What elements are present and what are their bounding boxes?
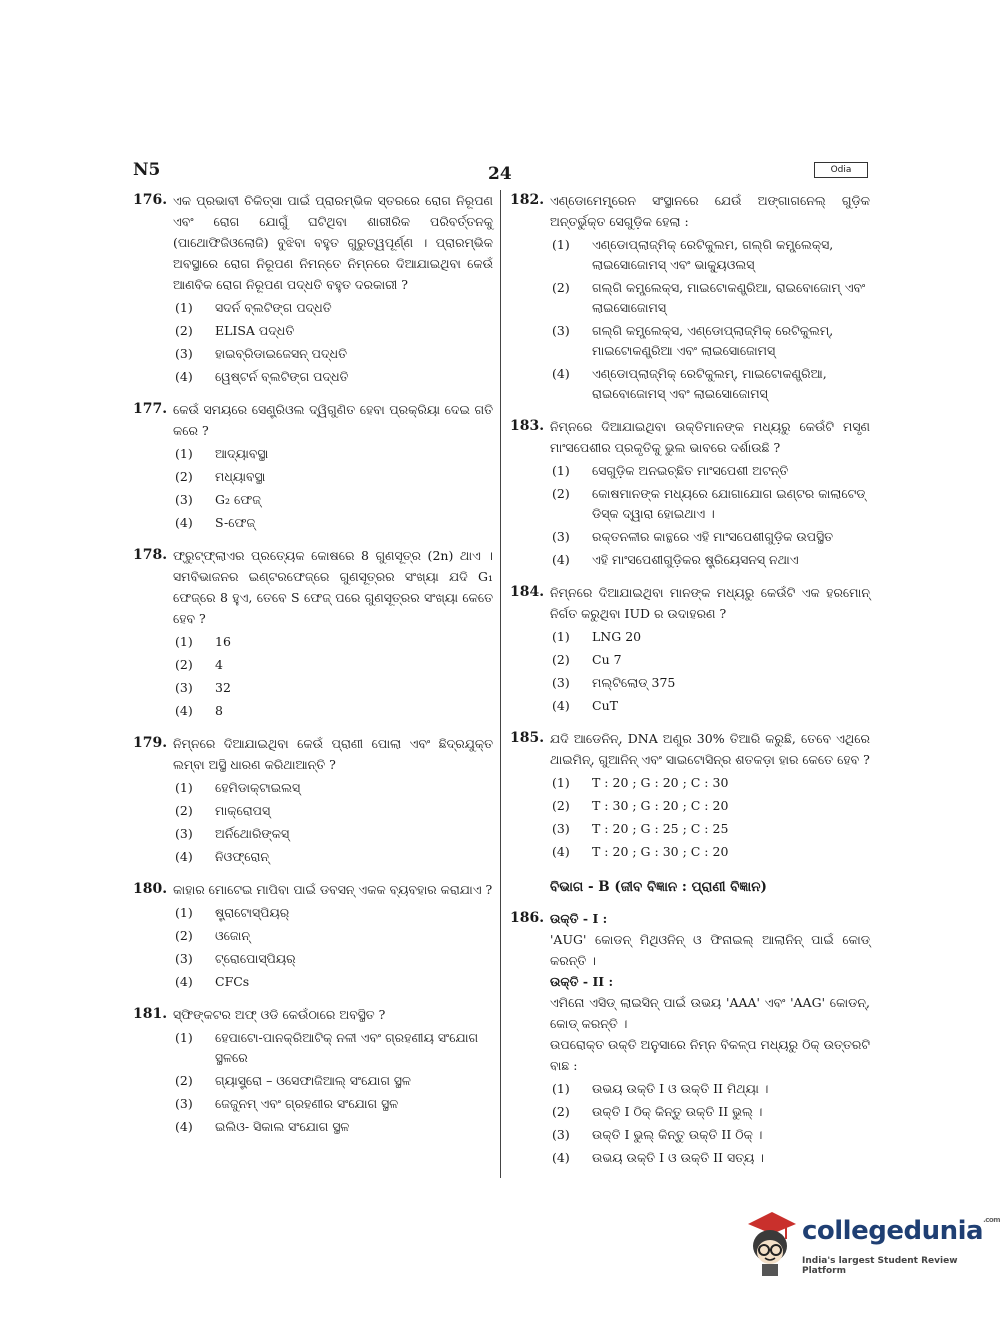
answer-option <box>173 949 493 969</box>
option-text: ମାକ୍ରୋପସ୍ <box>215 803 271 818</box>
question-text: ନିମ୍ନରେ ଦିଆଯାଇଥିବା କେଉଁ ପ୍ରାଣୀ ପୋଲା ଏବଂ ଛିଦ୍ରଯୁକ୍ତ ଲମ୍ବା ଅସ୍ଥି ଧାରଣ କରିଥାଆନ୍ତି ? <box>173 736 493 772</box>
option-number: (2) <box>175 803 193 818</box>
question-text: ଏଣ୍ଡୋମେମ୍ବ୍ରେନ ସଂସ୍ଥାନରେ ଯେଉଁ ଅଙ୍ଗାଗନେଲ୍ ଗୁଡ଼ିକ ଅନ୍ତର୍ଭୁକ୍ତ ସେଗୁଡ଼ିକ ହେଲା : <box>550 193 870 229</box>
question-text: ନିମ୍ନରେ ଦିଆଯାଇଥିବା ମାନଙ୍କ ମଧ୍ୟରୁ କେଉଁଟି ଏକ ହରମୋନ୍ ନିର୍ଗତ କରୁଥିବା IUD ର ଉଦାହରଣ ? <box>550 585 870 621</box>
question-text: ଏକ ପ୍ରଭାବୀ ଚିକିତ୍ସା ପାଇଁ ପ୍ରାରମ୍ଭିକ ସ୍ତରରେ ରୋଗ ନିରୂପଣ ଏବଂ ରୋଗ ଯୋଗୁଁ ଘଟିଥିବା ଶାରୀରିକ ପରିବର୍ତ୍ତନକୁ (ପାଥୋଫିଜିଓଲୋଜି) ବୁଝିବା ବହୁତ ଗୁରୁତ୍ୱପୂର୍ଣ୍ଣ । ପ୍ରାରମ୍ଭିକ ଅବସ୍ଥାରେ ରୋଗ ନିରୂପଣ ନିମନ୍ତେ ନିମ୍ନରେ ଦିଆଯାଇଥିବା କେଉଁ ଆଣବିକ ରୋଗ ନିରୂପଣ ପଦ୍ଧତି ବହୁତ ଦରକାରୀ ? <box>173 193 493 292</box>
answer-option <box>550 484 870 524</box>
answer-option <box>550 796 870 816</box>
option-number: (1) <box>175 780 193 795</box>
option-number: (2) <box>175 469 193 484</box>
option-list <box>173 903 493 992</box>
statement-2-text: ଏମିନୋ ଏସିଡ୍ ଲାଇସିନ୍ ପାଇଁ ଉଭୟ 'AAA' ଏବଂ 'AAG' କୋଡନ୍, କୋଡ୍ କରନ୍ତି । <box>550 995 870 1031</box>
answer-option <box>550 819 870 839</box>
option-text: ଟ୍ରୋପୋସ୍ପିୟର୍ <box>215 951 296 966</box>
option-number: (4) <box>175 1119 193 1134</box>
answer-option <box>173 444 493 464</box>
option-text: ଏଣ୍ଡୋପ୍ଲାଜ୍‌ମିକ୍ ରେଟିକୁଲମ, ଗଲ୍‌ଗି କମ୍ପ୍ଲେକ୍ସ, ଲାଇସୋଜୋମସ୍ ଏବଂ ଭାକ୍ୟୁଓଲସ୍ <box>592 237 834 272</box>
option-text: CuT <box>592 698 618 713</box>
option-text: ଓଜୋନ୍ <box>215 928 250 943</box>
question-181 <box>133 1004 493 1137</box>
answer-option <box>173 778 493 798</box>
question-number: 180. <box>133 881 168 897</box>
option-number: (1) <box>175 634 193 649</box>
option-text: ହାଇବ୍ରିଡାଇଜେସନ୍ ପଦ୍ଧତି <box>215 346 348 361</box>
answer-option <box>173 972 493 992</box>
answer-option <box>173 801 493 821</box>
option-number: (4) <box>552 1150 570 1165</box>
option-number: (3) <box>175 346 193 361</box>
option-list <box>550 773 870 862</box>
option-text: ଉଭୟ ଉକ୍ତି I ଓ ଉକ୍ତି II ସତ୍ୟ । <box>592 1150 764 1165</box>
question-number: 176. <box>133 192 168 208</box>
option-text: ଆଦ୍ୟାବସ୍ଥା <box>215 446 269 461</box>
option-text: ନିଓଫ୍ରୋନ୍ <box>215 849 270 864</box>
option-text: 16 <box>215 634 231 649</box>
option-text: କୋଷମାନଙ୍କ ମଧ୍ୟରେ ଯୋଗାଯୋଗ ଇଣ୍ଟର କାଲାଟେଡ୍ ଡିସ୍କ ଦ୍ୱାରା ହୋଇଥାଏ । <box>592 486 866 521</box>
answer-option <box>550 461 870 481</box>
answer-option <box>173 1028 493 1068</box>
option-list <box>173 298 493 387</box>
option-number: (4) <box>175 703 193 718</box>
option-number: (3) <box>552 675 570 690</box>
answer-option <box>173 513 493 533</box>
right-question-list <box>510 190 870 862</box>
option-number: (2) <box>552 486 570 501</box>
option-text: ରକ୍ତନଳୀର କାନ୍ଥରେ ଏହି ମାଂସପେଶୀଗୁଡ଼ିକ ଉପସ୍ଥିତ <box>592 529 834 544</box>
section-b-heading: ବିଭାଗ - B (ଜୀବ ବିଜ୍ଞାନ : ପ୍ରାଣୀ ବିଜ୍ଞାନ) <box>550 879 767 895</box>
option-list <box>173 778 493 867</box>
option-number: (1) <box>552 1081 570 1096</box>
answer-option <box>550 650 870 670</box>
answer-option <box>173 321 493 341</box>
question-number: 177. <box>133 401 168 417</box>
question-178 <box>133 545 493 721</box>
question-number: 186. <box>510 910 545 926</box>
right-column <box>510 190 870 1180</box>
option-text: ELISA ପଦ୍ଧତି <box>215 323 295 338</box>
page-number: 24 <box>488 164 512 184</box>
question-text: ଯଦି ଆଡେନିନ୍, DNA ଅଣୁର 30% ତିଆରି କରୁଛି, ତେବେ ଏଥିରେ ଥାଇମିନ୍, ଗୁଆନିନ୍ ଏବଂ ସାଇଟୋସିନ୍‌ର ଶତକଡ଼ା ହାର କେତେ ହେବ ? <box>550 731 870 767</box>
answer-option <box>173 1117 493 1137</box>
option-number: (4) <box>552 844 570 859</box>
option-text: ଉକ୍ତି I ଭୁଲ୍ କିନ୍ତୁ ଉକ୍ତି II ଠିକ୍ । <box>592 1127 763 1142</box>
option-text: ଉକ୍ତି I ଠିକ୍ କିନ୍ତୁ ଉକ୍ତି II ଭୁଲ୍ । <box>592 1104 763 1119</box>
option-text: T : 20 ; G : 20 ; C : 30 <box>592 775 729 790</box>
option-number: (3) <box>175 951 193 966</box>
answer-option <box>173 678 493 698</box>
option-number: (1) <box>552 775 570 790</box>
option-text: 32 <box>215 680 231 695</box>
option-text: T : 30 ; G : 20 ; C : 20 <box>592 798 729 813</box>
answer-option <box>550 842 870 862</box>
option-number: (2) <box>552 280 570 295</box>
option-number: (4) <box>175 849 193 864</box>
option-number: (4) <box>175 369 193 384</box>
language-tag: Odia <box>814 162 868 178</box>
answer-option <box>173 847 493 867</box>
answer-option <box>550 696 870 716</box>
question-185 <box>510 728 870 862</box>
question-text: ଫ୍ରୁଟ୍‌ଫ୍ଲାଏର ପ୍ରତ୍ୟେକ କୋଷରେ 8 ଗୁଣସୂତ୍ର (2n) ଥାଏ । ସମବିଭାଜନର ଇଣ୍ଟରଫେଜ୍‌ରେ ଗୁଣସୂତ୍ରର ସଂଖ୍ୟା ଯଦି G₁ ଫେଜ୍‌ରେ 8 ହୁଏ, ତେବେ S ଫେଜ୍ ପରେ ଗୁଣସୂତ୍ରର ସଂଖ୍ୟା କେତେ ହେବ ? <box>173 548 493 626</box>
option-number: (3) <box>552 323 570 338</box>
option-number: (2) <box>552 798 570 813</box>
question-186 <box>510 908 870 1168</box>
option-text: ମଲ୍ଟିଲୋଡ୍ 375 <box>592 675 676 690</box>
paper-code: N5 <box>133 160 161 180</box>
option-text: ଉଭୟ ଉକ୍ତି I ଓ ଉକ୍ତି II ମିଥ୍ୟା । <box>592 1081 769 1096</box>
question-number: 184. <box>510 584 545 600</box>
option-number: (4) <box>552 698 570 713</box>
option-number: (3) <box>175 492 193 507</box>
option-text: ଜେଜୁନମ୍ ଏବଂ ଗ୍ରହଣୀର ସଂଯୋଗ ସ୍ଥଳ <box>215 1096 399 1111</box>
answer-option <box>173 1071 493 1091</box>
left-column <box>133 190 493 1149</box>
option-number: (2) <box>175 323 193 338</box>
question-instruction: ଉପରୋକ୍ତ ଉକ୍ତି ଅନୁସାରେ ନିମ୍ନ ବିକଳ୍ପ ମଧ୍ୟରୁ ଠିକ୍ ଉତ୍ତରଟି ବାଛ : <box>550 1037 870 1073</box>
option-number: (2) <box>552 1104 570 1119</box>
option-text: ମଧ୍ୟାବସ୍ଥା <box>215 469 266 484</box>
option-number: (1) <box>552 629 570 644</box>
question-text: କେଉଁ ସମୟରେ ସେଣ୍ଟ୍ରିଓଲ ଦ୍ୱିଗୁଣିତ ହେବା ପ୍ରକ୍ରିୟା ଦେଇ ଗତି କରେ ? <box>173 402 493 438</box>
option-number: (2) <box>175 1073 193 1088</box>
question-177 <box>133 399 493 533</box>
option-number: (3) <box>552 529 570 544</box>
option-number: (3) <box>552 821 570 836</box>
question-182 <box>510 190 870 404</box>
statement-2-label: ଉକ୍ତି - II : <box>550 974 614 989</box>
answer-option <box>173 367 493 387</box>
option-number: (1) <box>552 463 570 478</box>
answer-option <box>550 527 870 547</box>
answer-option <box>173 1094 493 1114</box>
option-text: ଏଣ୍ଡୋପ୍ଲାଜ୍‌ମିକ୍ ରେଟିକୁଲମ୍, ମାଇଟୋକଣ୍ଡ୍ରିଆ, ରାଇବୋଜୋମସ୍ ଏବଂ ଲାଇସୋଜୋମସ୍ <box>592 366 827 401</box>
answer-option <box>550 1102 870 1122</box>
question-number: 183. <box>510 418 545 434</box>
option-text: ସଦର୍ନ ବ୍ଲଟିଙ୍ଗ ପଦ୍ଧତି <box>215 300 332 315</box>
option-text: CFCs <box>215 974 250 989</box>
option-text: T : 20 ; G : 30 ; C : 20 <box>592 844 729 859</box>
answer-option <box>173 298 493 318</box>
question-number: 182. <box>510 192 545 208</box>
question-text: ସ୍ଫିଙ୍କଟର ଅଫ୍ ଓଡି କେଉଁଠାରେ ଅବସ୍ଥିତ ? <box>173 1007 386 1022</box>
answer-option <box>550 627 870 647</box>
option-text: ହେପାଟୋ-ପାନକ୍ରିଆଟିକ୍ ନଳୀ ଏବଂ ଗ୍ରହଣୀୟ ସଂଯୋଗ ସ୍ଥଳରେ <box>215 1030 479 1065</box>
option-text: LNG 20 <box>592 629 642 644</box>
question-183 <box>510 416 870 570</box>
option-text: ଇଲିଓ- ସିକାଲ ସଂଯୋଗ ସ୍ଥଳ <box>215 1119 350 1134</box>
option-number: (2) <box>552 652 570 667</box>
option-number: (1) <box>175 300 193 315</box>
question-text: ନିମ୍ନରେ ଦିଆଯାଇଥିବା ଉକ୍ତିମାନଙ୍କ ମଧ୍ୟରୁ କେଉଁଟି ମସୃଣ ମାଂସପେଶୀର ପ୍ରକୃତିକୁ ଭୁଲ ଭାବରେ ଦର୍ଶାଉଛି ? <box>550 419 870 455</box>
answer-option <box>550 1125 870 1145</box>
answer-option <box>173 926 493 946</box>
option-text: 8 <box>215 703 223 718</box>
answer-option <box>550 1079 870 1099</box>
option-text: ଷ୍ଟ୍ରାଟୋସ୍ପିୟର୍ <box>215 905 290 920</box>
option-number: (3) <box>175 1096 193 1111</box>
brand-tagline: India's largest Student Review Platform <box>802 1256 958 1276</box>
question-180 <box>133 879 493 992</box>
option-text: ୱେଷ୍ଟର୍ନ ବ୍ଲଟିଙ୍ଗ ପଦ୍ଧତି <box>215 369 349 384</box>
option-list <box>550 627 870 716</box>
option-text: ଅର୍ନିଥୋରିଙ୍କସ୍ <box>215 826 290 841</box>
answer-option <box>173 344 493 364</box>
question-number: 181. <box>133 1006 168 1022</box>
option-text: G₂ ଫେଜ୍ <box>215 492 261 507</box>
question-text: କାହାର ମୋଟେଇ ମାପିବା ପାଇଁ ଡବସନ୍ ଏକକ ବ୍ୟବହାର କରାଯାଏ ? <box>173 882 493 897</box>
option-text: ଗଲ୍‌ଗି କମ୍ପ୍ଲେକ୍ସ, ମାଇଟୋକଣ୍ଡ୍ରିଆ, ରାଇବୋଜୋମ୍ ଏବଂ ଲାଇସୋଜୋମସ୍ <box>592 280 866 315</box>
question-176 <box>133 190 493 387</box>
answer-option <box>550 321 870 361</box>
option-text: T : 20 ; G : 25 ; C : 25 <box>592 821 729 836</box>
option-number: (4) <box>175 974 193 989</box>
option-text: ସେଗୁଡ଼ିକ ଅନଇଚ୍ଛିତ ମାଂସପେଶୀ ଅଟନ୍ତି <box>592 463 789 478</box>
option-list <box>550 235 870 404</box>
option-list <box>173 1028 493 1137</box>
option-text: 4 <box>215 657 223 672</box>
answer-option <box>173 824 493 844</box>
answer-option <box>550 550 870 570</box>
option-text: ହେମିଡାକ୍ଟାଇଲସ୍ <box>215 780 301 795</box>
answer-option <box>550 1148 870 1168</box>
option-number: (3) <box>552 1127 570 1142</box>
statement-1-text: 'AUG' କୋଡନ୍ ମିଥିଓନିନ୍ ଓ ଫିନାଇଲ୍ ଆଲାନିନ୍ ପାଇଁ କୋଡ୍ କରନ୍ତି । <box>550 932 870 968</box>
option-number: (1) <box>552 237 570 252</box>
statement-1-label: ଉକ୍ତି - I : <box>550 911 608 926</box>
brand-name: collegedunia$^{.com}$ <box>802 1216 1000 1246</box>
answer-option <box>173 701 493 721</box>
answer-option <box>550 235 870 275</box>
question-number: 178. <box>133 547 168 563</box>
question-number: 185. <box>510 730 545 746</box>
answer-option <box>550 673 870 693</box>
option-text: S-ଫେଜ୍ <box>215 515 256 530</box>
option-number: (1) <box>175 446 193 461</box>
answer-option <box>173 490 493 510</box>
option-number: (1) <box>175 1030 193 1045</box>
answer-option <box>173 903 493 923</box>
answer-option <box>173 632 493 652</box>
answer-option <box>173 655 493 675</box>
option-text: Cu 7 <box>592 652 622 667</box>
option-list <box>550 461 870 570</box>
option-number: (2) <box>175 657 193 672</box>
mascot-logo-icon <box>742 1210 798 1278</box>
answer-option <box>173 467 493 487</box>
answer-option <box>550 364 870 404</box>
option-number: (1) <box>175 905 193 920</box>
answer-option <box>550 773 870 793</box>
option-number: (3) <box>175 680 193 695</box>
option-number: (3) <box>175 826 193 841</box>
option-number: (4) <box>552 552 570 567</box>
option-text: ଗ୍ୟାସ୍ଟ୍ରୋ – ଓସେଫାଜିଆଲ୍ ସଂଯୋଗ ସ୍ଥଳ <box>215 1073 411 1088</box>
answer-option <box>550 278 870 318</box>
option-number: (2) <box>175 928 193 943</box>
option-list <box>173 632 493 721</box>
option-text: ଗଲ୍‌ଗି କମ୍ପ୍ଲେକ୍ସ, ଏଣ୍ଡୋପ୍ଲାଜ୍‌ମିକ୍ ରେଟିକୁଲମ୍, ମାଇଟୋକଣ୍ଡ୍ରିଆ ଏବଂ ଲାଇସୋଜୋମସ୍ <box>592 323 834 358</box>
option-text: ଏହି ମାଂସପେଶୀଗୁଡ଼ିକର ଷ୍ଟ୍ରିୟେସନସ୍ ନଥାଏ <box>592 552 799 567</box>
option-number: (4) <box>552 366 570 381</box>
question-179 <box>133 733 493 867</box>
column-divider <box>500 190 501 1178</box>
collegedunia-watermark <box>742 1210 1000 1280</box>
question-number: 179. <box>133 735 168 751</box>
question-184 <box>510 582 870 716</box>
option-list <box>173 444 493 533</box>
option-number: (4) <box>175 515 193 530</box>
option-list <box>550 1079 870 1168</box>
